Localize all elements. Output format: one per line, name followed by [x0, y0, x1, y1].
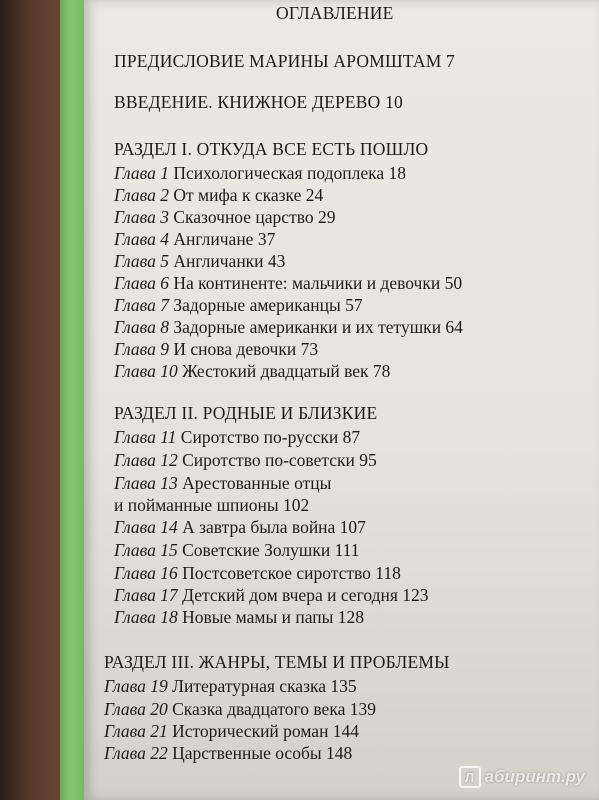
toc-intro: ВВЕДЕНИЕ. КНИЖНОЕ ДЕРЕВО 10: [114, 92, 403, 112]
chapter-label: Глава 21: [104, 721, 168, 741]
watermark-text: абиринт.ру: [484, 767, 585, 786]
book-page: [84, 0, 599, 800]
toc-entry: [114, 449, 377, 471]
chapter-title: И снова девочки 73: [173, 339, 319, 359]
chapter-label: Глава 8: [114, 317, 169, 337]
toc-entry: [114, 338, 318, 360]
toc-title: ОГЛАВЛЕНИЕ: [276, 3, 394, 23]
chapter-label: Глава 6: [114, 273, 169, 293]
toc-entry: [114, 294, 363, 316]
toc-entry: [114, 606, 364, 628]
chapter-title: От мифа к сказке 24: [173, 185, 324, 205]
chapter-label: Глава 18: [114, 607, 178, 627]
chapter-label: Глава 11: [114, 427, 177, 447]
toc-entry: [114, 250, 285, 272]
chapter-title: Царственные особы 148: [172, 743, 353, 763]
chapter-title: Сказочное царство 29: [173, 207, 336, 227]
section-heading: РАЗДЕЛ I. ОТКУДА ВСЕ ЕСТЬ ПОШЛО: [114, 139, 429, 159]
chapter-title: На континенте: мальчики и девочки 50: [173, 273, 463, 293]
chapter-label: Глава 19: [104, 676, 168, 696]
toc-entry: [114, 472, 331, 494]
section-heading: РАЗДЕЛ II. РОДНЫЕ И БЛИЗКИЕ: [114, 403, 378, 423]
chapter-label: Глава 9: [114, 339, 169, 359]
chapter-label: Глава 10: [114, 361, 178, 381]
toc-entry: [114, 539, 360, 561]
chapter-label: Глава 22: [104, 743, 168, 763]
chapter-title: Сиротство по-русски 87: [180, 427, 361, 447]
toc-preface: ПРЕДИСЛОВИЕ МАРИНЫ АРОМШТАМ 7: [114, 51, 455, 71]
chapter-title: Англичанки 43: [173, 251, 286, 271]
book-spine-edge: [0, 0, 60, 800]
chapter-label: Глава 20: [104, 699, 168, 719]
chapter-title: Исторический роман 144: [172, 721, 360, 741]
labirint-logo-icon: Л: [459, 766, 481, 788]
toc-entry: [114, 562, 401, 584]
chapter-title: А завтра была война 107: [182, 517, 366, 537]
toc-entry: [114, 206, 335, 228]
chapter-title: Новые мамы и папы 128: [182, 607, 364, 627]
chapter-label: Глава 4: [114, 229, 169, 249]
chapter-title: Советские Золушки 111: [182, 540, 360, 560]
toc-entry: [114, 426, 360, 448]
labirint-watermark: [459, 766, 585, 788]
chapter-label: Глава 15: [114, 540, 178, 560]
chapter-title: Задорные американки и их тетушки 64: [173, 317, 463, 337]
chapter-title: Англичане 37: [173, 229, 276, 249]
chapter-title: Задорные американцы 57: [173, 295, 363, 315]
toc-entry: [114, 162, 406, 184]
toc-entry: [104, 675, 357, 697]
toc-entry: [114, 316, 463, 338]
chapter-title: Детский дом вчера и сегодня 123: [182, 585, 429, 605]
chapter-label: Глава 7: [114, 295, 169, 315]
toc-entry: [104, 720, 359, 742]
chapter-title: Психологическая подоплека 18: [173, 163, 406, 183]
chapter-title: Литературная сказка 135: [172, 676, 357, 696]
toc-entry: [114, 184, 323, 206]
chapter-title: Арестованные отцы: [182, 473, 332, 493]
toc-entry: [114, 272, 462, 294]
toc-entry: [114, 584, 429, 606]
chapter-label: Глава 14: [114, 517, 178, 537]
chapter-label: Глава 3: [114, 207, 169, 227]
toc-entry: [114, 360, 390, 382]
chapter-label: Глава 13: [114, 473, 178, 493]
section-heading: РАЗДЕЛ III. ЖАНРЫ, ТЕМЫ И ПРОБЛЕМЫ: [104, 652, 450, 672]
chapter-label: Глава 2: [114, 185, 169, 205]
toc-entry-continuation: [114, 494, 309, 516]
book-cover-green-edge: [60, 0, 84, 800]
chapter-title: и пойманные шпионы 102: [114, 495, 310, 515]
chapter-label: Глава 17: [114, 585, 178, 605]
chapter-title: Сказка двадцатого века 139: [172, 699, 376, 719]
toc-entry: [104, 698, 376, 720]
chapter-label: Глава 16: [114, 563, 178, 583]
toc-entry: [114, 516, 366, 538]
chapter-title: Жестокий двадцатый век 78: [182, 361, 391, 381]
chapter-title: Сиротство по-советски 95: [182, 450, 377, 470]
chapter-label: Глава 5: [114, 251, 169, 271]
toc-entry: [114, 228, 275, 250]
toc-entry: [104, 742, 352, 764]
chapter-label: Глава 12: [114, 450, 178, 470]
chapter-title: Постсоветское сиротство 118: [182, 563, 401, 583]
chapter-label: Глава 1: [114, 163, 169, 183]
